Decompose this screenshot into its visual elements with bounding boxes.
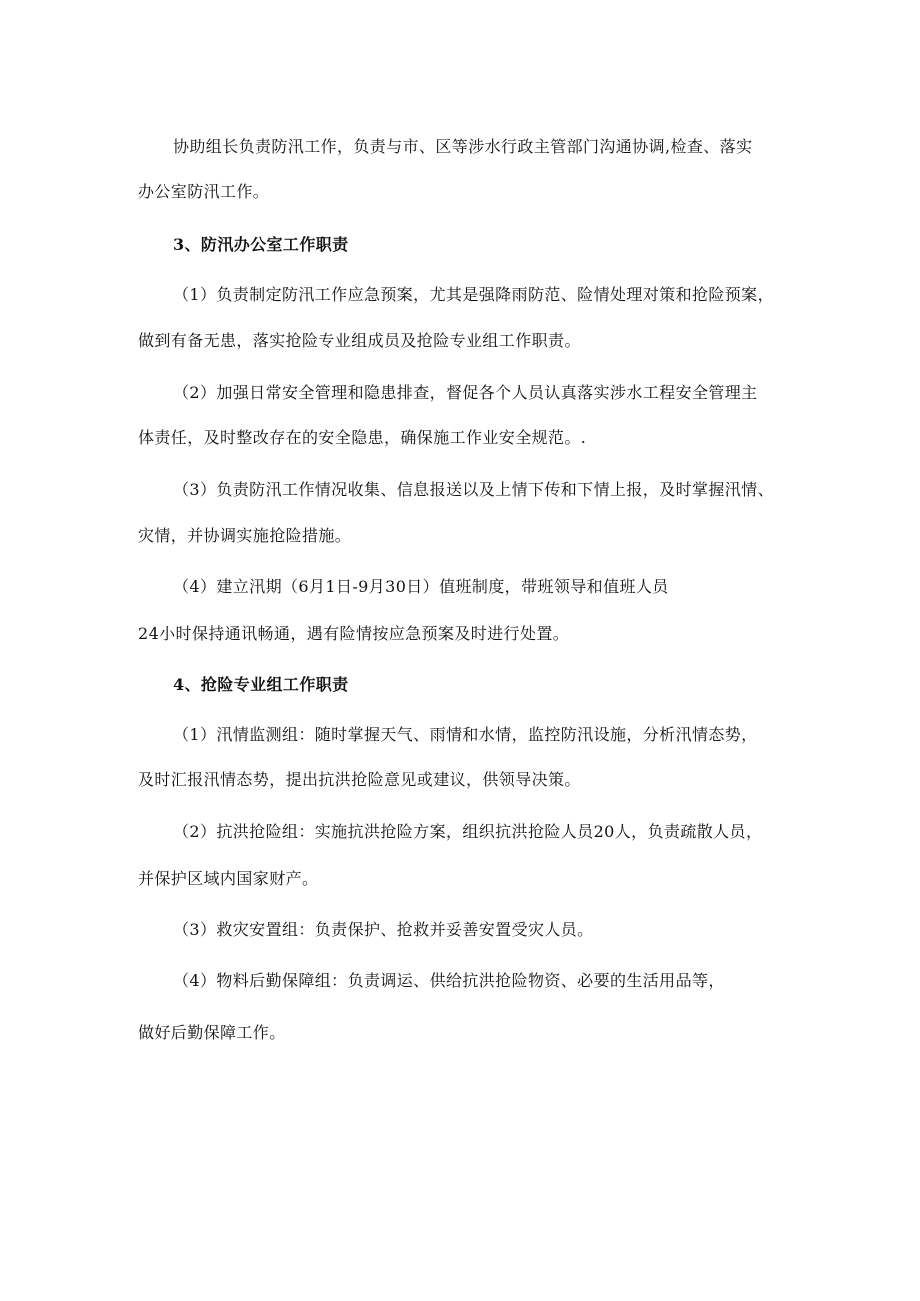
paragraph-line: （2）抗洪抢险组：实施抗洪抢险方案，组织抗洪抢险人员20人，负责疏散人员， [173, 822, 763, 841]
section-heading: 4、抢险专业组工作职责 [173, 675, 349, 694]
paragraph-line: 24小时保持通讯畅通，遇有险情按应急预案及时进行处置。 [138, 624, 570, 643]
section-heading: 3、防汛办公室工作职责 [173, 235, 349, 254]
paragraph-line: 协助组长负责防汛工作，负责与市、区等涉水行政主管部门沟通协调,检查、落实 [173, 137, 753, 156]
paragraph-line: 及时汇报汛情态势，提出抗洪抢险意见或建议，供领导决策。 [138, 770, 581, 789]
paragraph-line: 做到有备无患，落实抢险专业组成员及抢险专业组工作职责。 [138, 331, 581, 350]
paragraph-line: （1）负责制定防汛工作应急预案，尤其是强降雨防范、险情处理对策和抢险预案， [173, 285, 774, 304]
paragraph-line: 办公室防汛工作。 [138, 182, 270, 201]
paragraph-line: 做好后勤保障工作。 [138, 1023, 286, 1042]
paragraph-line: （3）救灾安置组：负责保护、抢救并妥善安置受灾人员。 [173, 920, 594, 939]
paragraph-line: 体责任，及时整改存在的安全隐患，确保施工作业安全规范。. [138, 428, 587, 447]
paragraph-line: （2）加强日常安全管理和隐患排查，督促各个人员认真落实涉水工程安全管理主 [173, 383, 758, 402]
paragraph-line: （3）负责防汛工作情况收集、信息报送以及上情下传和下情上报，及时掌握汛情、 [173, 480, 774, 499]
paragraph-line: （4）物料后勤保障组：负责调运、供给抗洪抢险物资、必要的生活用品等， [173, 971, 725, 990]
paragraph-line: 灾情，并协调实施抢险措施。 [138, 526, 352, 545]
paragraph-line: （4）建立汛期（6月1日-9月30日）值班制度，带班领导和值班人员 [173, 577, 669, 596]
paragraph-line: 并保护区域内国家财产。 [138, 869, 319, 888]
paragraph-line: （1）汛情监测组：随时掌握天气、雨情和水情，监控防汛设施，分析汛情态势， [173, 725, 758, 744]
